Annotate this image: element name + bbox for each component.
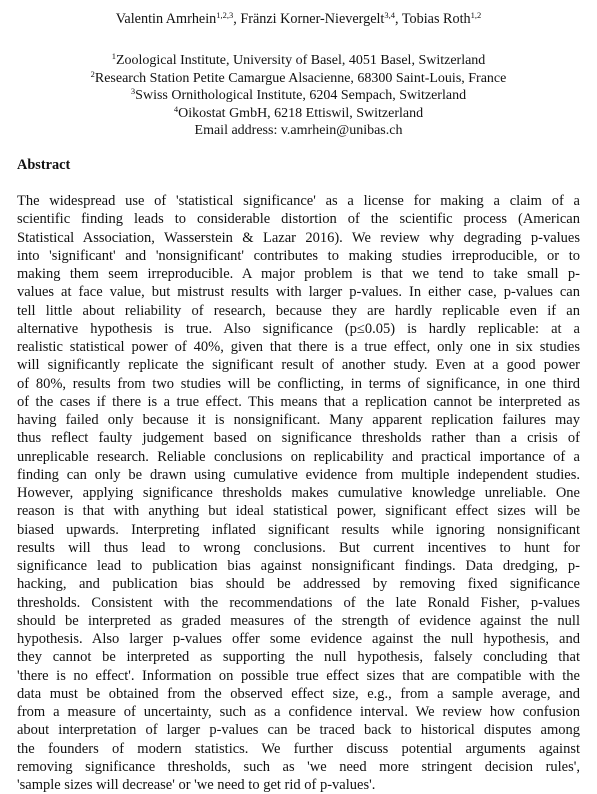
abstract-line: about interpretation of larger p-values can be traced back to historical disputes among <box>17 722 580 739</box>
affiliation-marker: 2 <box>90 68 95 79</box>
abstract-line: 'sample sizes will decrease' or 'we need to get rid of p-values'. <box>17 777 376 793</box>
abstract-line: scientific finding leads to considerable distortion of the scientific process (American <box>17 211 580 228</box>
abstract-line: reason is that with anything but ideal statistical power, significant effect sizes will be <box>17 503 580 520</box>
abstract-line: they cannot be interpreted as supporting the null hypothesis, falsely concluding that <box>17 649 580 666</box>
author-name: Fränzi Korner-Nievergelt <box>240 11 385 27</box>
abstract-body <box>17 192 580 794</box>
abstract-line: of the cases if there is a true effect. This means that a replication cannot be interpreted as <box>17 393 580 410</box>
affiliation-marker: 1 <box>111 51 116 61</box>
affiliation-text: Swiss Ornithological Institute, 6204 Sempach, Switzerland <box>135 88 467 104</box>
author-separator: , <box>233 11 241 27</box>
abstract-line: having failed only because it is nonsignificant. Many apparent replication failures may <box>17 412 580 428</box>
abstract-line: realistic statistical power of 40%, given that there is a true effect, only one in six studies <box>17 339 580 355</box>
abstract-line: data must be obtained from the observed effect size, e.g., from a sample average, and <box>17 685 580 702</box>
author-line <box>0 10 597 28</box>
abstract-line: significance lead to publication bias against nonsignificant findings. Data dredging, p- <box>17 558 580 574</box>
abstract-line: from a measure of uncertainty, such as a confidence interval. We review how confusion <box>17 704 580 720</box>
affiliation-text: Zoological Institute, University of Basel, 4051 Basel, Switzerland <box>115 53 486 68</box>
abstract-line: hacking, and publication bias should be addressed by removing fixed significance <box>17 576 580 593</box>
affiliation-text: Oikostat GmbH, 6218 Ettiswil, Switzerland <box>178 105 424 121</box>
abstract-line: values at face value, but mistrust results with larger p-values. In either case, p-values can <box>17 284 580 301</box>
abstract-line: thresholds. Consistent with the recommendations of the late Ronald Fisher, p-values <box>17 594 580 611</box>
abstract-line: should be interpreted as graded measures of the strength of evidence against the null <box>17 612 580 629</box>
affiliation-marker: 3 <box>130 86 136 97</box>
abstract-line: biased upwards. Interpreting inflated significant results while ignoring nonsignificant <box>17 521 580 538</box>
author-name: Tobias Roth <box>401 11 471 27</box>
abstract-line: thus reflect faulty judgement based on significance thresholds rather than a crisis of <box>17 430 580 447</box>
abstract-line: results will thus lead to wrong conclusions. But current incentives to hunt for <box>17 539 580 556</box>
affiliation <box>0 87 597 105</box>
author-separator: , <box>395 11 402 27</box>
abstract-line: Statistical Association, Wasserstein & Lazar 2016). We review why degrading p-values <box>17 229 580 246</box>
affiliation <box>0 70 597 88</box>
abstract-line: 'there is no effect'. Information on possible true effect sizes that are compatible with the <box>17 667 580 684</box>
email-address: Email address: v.amrhein@unibas.ch <box>194 123 403 139</box>
author-affiliation-marker: 1,2 <box>470 10 482 20</box>
abstract-line: removing significance thresholds, such as 'we need more stringent decision rules', <box>17 758 580 775</box>
abstract-line: finding can only be drawn using cumulative evidence from multiple independent studies. <box>17 466 580 483</box>
affiliation <box>0 105 597 123</box>
abstract-line: making them seem irreproducible. A major problem is that we tend to take small p- <box>17 266 580 282</box>
abstract-line: However, applying significance thresholds makes cumulative knowledge unreliable. One <box>17 485 580 501</box>
affiliation-text: Research Station Petite Camargue Alsacienne, 68300 Saint-Louis, France <box>94 70 507 86</box>
affiliation-marker: 4 <box>173 103 179 114</box>
abstract-line: will significantly replicate the significant result of another study. Even at a good power <box>17 357 580 374</box>
abstract-line: The widespread use of 'statistical significance' as a license for making a claim of a <box>17 193 580 209</box>
author-affiliation-marker: 3,4 <box>384 10 395 20</box>
abstract-line: into 'significant' and 'nonsignificant' contributes to making studies irreproducible, or to <box>17 247 580 264</box>
abstract-line: the founders of modern statistics. We further discuss potential arguments against <box>17 740 580 757</box>
author-affiliation-marker: 1,2,3 <box>216 10 234 20</box>
author-name: Valentin Amrhein <box>115 11 217 27</box>
abstract-line: alternative hypothesis is true. Also significance (p≤0.05) is hardly replicable: at a <box>17 320 580 337</box>
affiliation-list <box>0 52 597 140</box>
abstract-line: unreplicable research. Reliable conclusions on replicability and practical importance of a <box>17 448 580 465</box>
abstract-heading: Abstract <box>17 157 71 173</box>
abstract-line: of 80%, results from two studies will be conflicting, in terms of significance, in one third <box>17 375 580 392</box>
abstract-line: hypothesis. Also larger p-values offer some evidence against the null hypothesis, and <box>17 631 580 647</box>
affiliation <box>0 52 597 70</box>
abstract-line: tell little about reliability of research, because they are hardly replicable even if an <box>17 302 580 319</box>
